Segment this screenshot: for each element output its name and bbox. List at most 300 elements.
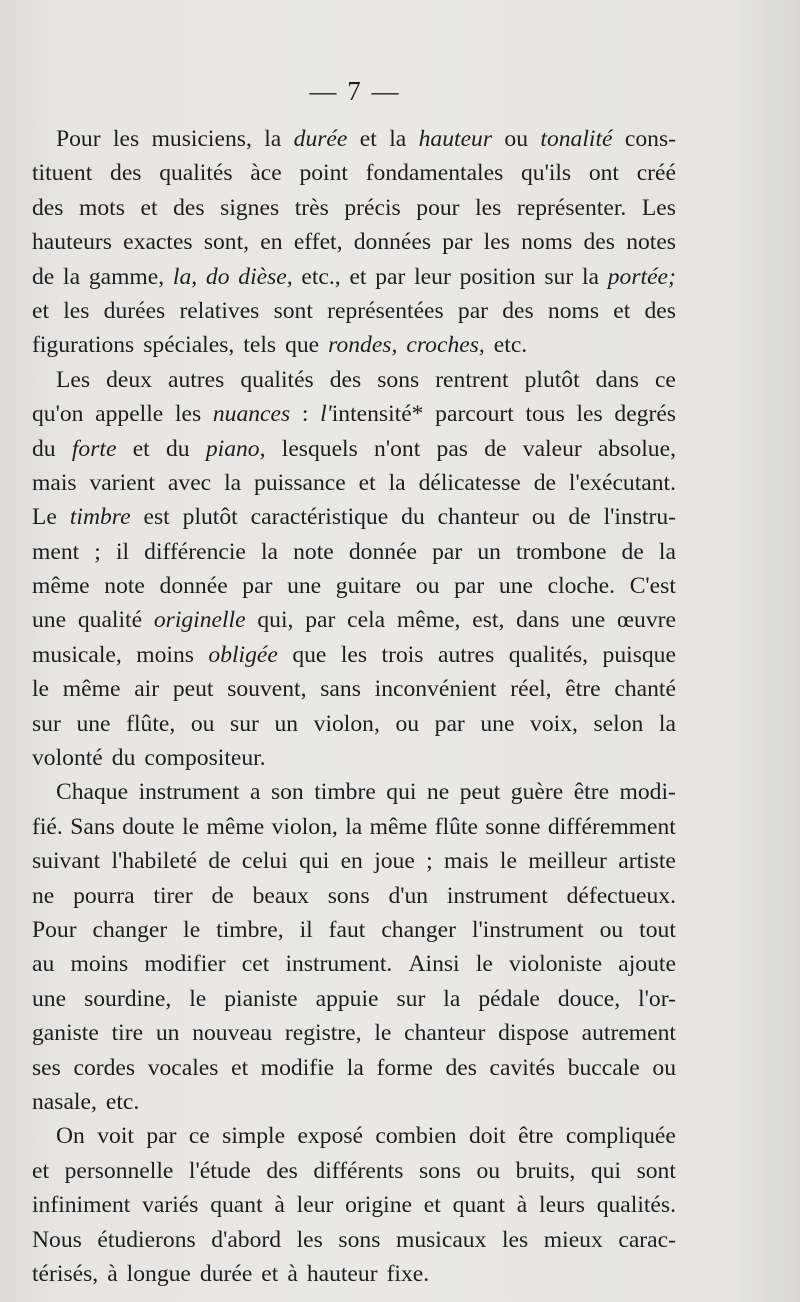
- word: du: [32, 435, 56, 462]
- word: flûte,: [126, 710, 176, 737]
- word: sur: [32, 710, 61, 737]
- word: différencie: [144, 538, 246, 565]
- word: ou: [504, 126, 529, 152]
- word: que: [292, 641, 327, 668]
- text-line: [32, 879, 676, 913]
- word: trois: [381, 641, 424, 668]
- word: varient: [89, 469, 155, 496]
- word: réel,: [510, 676, 552, 703]
- text-line: [32, 672, 676, 706]
- word: changer: [92, 916, 168, 943]
- word: durées: [103, 297, 166, 324]
- word: et: [261, 1260, 279, 1287]
- word: ses: [32, 1054, 61, 1081]
- word: pianiste: [224, 985, 298, 1012]
- word: chanté: [614, 676, 676, 703]
- word: sont,: [203, 229, 250, 256]
- word: trombone: [516, 538, 607, 565]
- word: timbre,: [216, 916, 284, 943]
- word: etc.: [105, 1088, 140, 1115]
- word: musicale,: [32, 641, 122, 668]
- word: ment: [32, 538, 80, 565]
- word: chanteur: [437, 504, 519, 531]
- word: de: [568, 504, 591, 531]
- word: appelle: [95, 401, 164, 428]
- word: rentrent: [435, 366, 509, 393]
- word: par: [457, 297, 489, 324]
- word: le: [183, 916, 201, 943]
- word: deux: [106, 366, 152, 393]
- word: différents: [313, 1157, 404, 1184]
- word: des: [329, 366, 362, 393]
- word: artiste: [618, 848, 676, 875]
- word: peut: [459, 779, 501, 806]
- word: selon: [593, 710, 644, 737]
- word: une: [480, 710, 515, 737]
- word: buccale: [567, 1054, 640, 1081]
- word: sont: [273, 297, 313, 324]
- word: cet: [241, 951, 270, 978]
- word: etc.: [493, 332, 528, 359]
- word: Le: [32, 504, 57, 531]
- word: par: [242, 573, 273, 600]
- word: cordes: [73, 1054, 136, 1081]
- word: carac-: [618, 1226, 676, 1253]
- word: doit: [468, 1123, 506, 1150]
- word: qui: [590, 1157, 622, 1184]
- word: sur: [396, 985, 426, 1012]
- word: croches,: [406, 332, 485, 359]
- word: l'intensité*: [320, 401, 424, 428]
- word: qui: [299, 848, 330, 875]
- word: des: [445, 1054, 477, 1081]
- word: des: [583, 229, 615, 256]
- word: :: [301, 401, 309, 428]
- word: la: [581, 263, 599, 290]
- word: moins: [70, 951, 129, 978]
- word: du: [111, 745, 136, 772]
- word: violon,: [313, 710, 380, 737]
- word: registre,: [284, 1020, 362, 1047]
- word: C'est: [629, 573, 676, 600]
- word: très: [294, 194, 329, 221]
- text-line: [32, 913, 676, 947]
- word: volonté: [32, 745, 103, 772]
- word: timbre: [69, 504, 131, 531]
- word: ou: [599, 916, 624, 943]
- word: l'instru-: [603, 504, 676, 531]
- word: par: [305, 607, 336, 634]
- text-line: [32, 294, 676, 328]
- word: ou: [190, 710, 215, 737]
- word: douce,: [557, 985, 621, 1012]
- word: une: [571, 607, 606, 634]
- word: noms: [547, 297, 600, 324]
- word: relatives: [179, 297, 260, 324]
- word: de: [533, 469, 556, 496]
- word: la: [658, 538, 676, 565]
- word: de: [621, 538, 644, 565]
- word: voit: [97, 1123, 134, 1150]
- word: son: [270, 779, 304, 806]
- word: n'ont: [374, 435, 421, 462]
- text-line: [32, 741, 676, 775]
- word: degrés: [614, 401, 676, 428]
- text-line: [32, 982, 676, 1016]
- word: mieux: [543, 1226, 603, 1253]
- text-line: [32, 775, 676, 809]
- word: parcourt: [435, 401, 514, 428]
- word: lesquels: [281, 435, 358, 462]
- text-line: [32, 156, 676, 190]
- word: qualités,: [508, 641, 589, 668]
- word: par: [442, 229, 473, 256]
- text-line: [32, 1154, 676, 1188]
- word: les: [174, 401, 202, 428]
- word: infiniment: [32, 1192, 131, 1219]
- word: tout: [639, 916, 676, 943]
- word: modifier: [144, 951, 226, 978]
- word: mots: [79, 194, 125, 221]
- word: vocales: [147, 1054, 219, 1081]
- word: tirer: [153, 882, 193, 909]
- word: la: [443, 985, 461, 1012]
- word: délicatesse: [418, 469, 521, 496]
- word: sons: [377, 366, 420, 393]
- word: suivant: [32, 848, 101, 875]
- text-line: [32, 397, 676, 431]
- word: créé: [636, 160, 676, 187]
- word: piano,: [205, 435, 266, 462]
- word: tels: [243, 332, 277, 359]
- text-line: [32, 500, 676, 534]
- word: et: [32, 1157, 50, 1184]
- word: musiciens,: [151, 126, 252, 152]
- word: d'un: [388, 882, 429, 909]
- word: la: [264, 126, 282, 152]
- word: par: [454, 573, 485, 600]
- word: doute: [122, 813, 175, 840]
- word: l'or-: [638, 985, 676, 1012]
- word: il: [115, 538, 130, 565]
- word: do: [205, 263, 230, 290]
- text-line: [32, 1223, 676, 1257]
- word: l'étude: [188, 1157, 251, 1184]
- text-line: [32, 1188, 676, 1222]
- word: qualités.: [596, 1192, 676, 1219]
- word: la: [224, 469, 242, 496]
- text-line: [32, 707, 676, 741]
- word: voix,: [530, 710, 578, 737]
- word: sons: [327, 882, 370, 909]
- word: sonne: [485, 813, 541, 840]
- word: ne: [426, 779, 450, 806]
- word: du: [401, 504, 425, 531]
- word: variés: [142, 1192, 199, 1219]
- word: ou: [531, 504, 556, 531]
- word: et: [359, 126, 377, 152]
- word: de: [208, 848, 231, 875]
- word: durée: [199, 1260, 253, 1287]
- word: forme: [376, 1054, 433, 1081]
- word: On: [56, 1123, 85, 1150]
- word: de: [32, 263, 55, 290]
- word: la: [389, 126, 407, 152]
- word: cela: [347, 607, 386, 634]
- word: la: [658, 710, 676, 737]
- word: absolue,: [598, 435, 676, 462]
- word: et: [358, 469, 376, 496]
- word: modifie: [260, 1054, 335, 1081]
- word: beaux: [252, 882, 309, 909]
- word: la: [261, 538, 279, 565]
- word: musicaux: [395, 1226, 487, 1253]
- word: que: [285, 332, 320, 359]
- word: l'instrument: [471, 916, 584, 943]
- word: sont: [636, 1157, 676, 1184]
- text-line: [32, 432, 676, 466]
- word: qui: [386, 779, 417, 806]
- word: en: [260, 229, 283, 256]
- word: dièse,: [238, 263, 293, 290]
- word: nasale,: [32, 1088, 97, 1115]
- word: peut: [172, 676, 214, 703]
- word: des: [266, 1157, 298, 1184]
- word: et: [32, 297, 50, 324]
- word: pour: [416, 194, 460, 221]
- word: à: [516, 1192, 528, 1219]
- word: bruits,: [515, 1157, 576, 1184]
- word: est,: [472, 607, 505, 634]
- text-line: [32, 638, 676, 672]
- word: de: [484, 435, 507, 462]
- word: même: [62, 676, 121, 703]
- word: position: [459, 263, 536, 290]
- word: les: [475, 194, 502, 221]
- word: longue: [126, 1260, 191, 1287]
- word: précis: [344, 194, 401, 221]
- word: données: [353, 229, 432, 256]
- word: à: [274, 1192, 285, 1219]
- word: faut: [328, 916, 366, 943]
- word: les: [63, 297, 90, 324]
- word: forte: [71, 435, 117, 462]
- word: leur: [414, 263, 451, 290]
- word: le: [182, 813, 200, 840]
- word: les: [296, 1226, 323, 1253]
- body-text: [32, 122, 676, 1291]
- word: Nous: [32, 1226, 82, 1253]
- word: qualités: [159, 160, 233, 187]
- text-line: [32, 569, 676, 603]
- word: souvent,: [227, 676, 307, 703]
- word: les: [576, 401, 603, 428]
- word: ou: [476, 1157, 501, 1184]
- word: dans: [516, 607, 560, 634]
- word: autres: [167, 366, 225, 393]
- word: nouveau: [192, 1020, 273, 1047]
- text-line: [32, 191, 676, 225]
- word: ajoute: [618, 951, 676, 978]
- word: changer: [381, 916, 456, 943]
- word: meilleur: [528, 848, 607, 875]
- word: guère: [510, 779, 564, 806]
- word: plutôt: [524, 366, 580, 393]
- word: combien: [375, 1123, 457, 1150]
- word: tire: [111, 1020, 144, 1047]
- word: moins: [136, 641, 194, 668]
- word: celui: [241, 848, 288, 875]
- page-number: — 7 —: [309, 76, 401, 106]
- word: fixe.: [386, 1260, 430, 1287]
- word: sons: [338, 1226, 381, 1253]
- word: timbre: [314, 779, 376, 806]
- word: même: [32, 573, 90, 600]
- word: les: [483, 229, 510, 256]
- word: chanteur: [404, 1020, 486, 1047]
- word: leur: [296, 1192, 334, 1219]
- word: spéciales,: [143, 332, 235, 359]
- word: violoniste: [509, 951, 603, 978]
- word: qu'on: [32, 401, 84, 428]
- word: leurs: [539, 1192, 585, 1219]
- word: hauteur: [418, 126, 493, 152]
- word: être: [573, 779, 610, 806]
- word: figurations: [32, 332, 135, 359]
- word: instrument: [138, 779, 240, 806]
- word: la: [346, 1054, 364, 1081]
- word: pédale: [478, 985, 540, 1012]
- text-line: [32, 260, 676, 294]
- word: sans: [320, 676, 361, 703]
- word: mais: [32, 469, 77, 496]
- word: avec: [167, 469, 212, 496]
- word: point: [299, 160, 348, 187]
- word: joue: [374, 848, 415, 875]
- word: ont: [588, 160, 619, 187]
- word: originelle: [153, 607, 246, 634]
- text-line: [32, 363, 676, 397]
- word: quant: [452, 1192, 505, 1219]
- text-line: [32, 1085, 676, 1119]
- word: ou: [652, 1054, 676, 1081]
- word: hauteur: [306, 1260, 378, 1287]
- word: instrument: [446, 882, 548, 909]
- word: note: [104, 573, 145, 600]
- word: signes: [220, 194, 280, 221]
- word: qu'ils: [520, 160, 572, 187]
- word: la: [63, 263, 81, 290]
- word: tonalité: [540, 126, 613, 152]
- word: durée: [293, 126, 348, 152]
- word: et: [613, 297, 631, 324]
- word: ou: [415, 573, 440, 600]
- word: tous: [525, 401, 565, 428]
- word: la: [345, 813, 363, 840]
- word: appuie: [315, 985, 379, 1012]
- text-line: [32, 844, 676, 878]
- word: même: [206, 813, 265, 840]
- word: obligée: [208, 641, 278, 668]
- word: de: [211, 882, 234, 909]
- word: une: [32, 985, 67, 1012]
- word: au: [32, 951, 55, 978]
- word: à: [287, 1260, 298, 1287]
- word: à: [107, 1260, 118, 1287]
- word: d'abord: [211, 1226, 282, 1253]
- word: Les: [641, 194, 676, 221]
- word: instrument.: [285, 951, 393, 978]
- word: une: [287, 573, 322, 600]
- word: par: [434, 710, 465, 737]
- word: sur: [544, 263, 574, 290]
- word: le: [189, 985, 207, 1012]
- word: autrement: [581, 1020, 676, 1047]
- word: portée;: [607, 263, 676, 290]
- word: des: [110, 160, 142, 187]
- word: ;: [94, 538, 101, 565]
- word: Les: [56, 366, 91, 393]
- word: représenter.: [516, 194, 627, 221]
- word: puisque: [602, 641, 676, 668]
- word: et: [132, 435, 150, 462]
- word: àce: [250, 160, 282, 187]
- word: Pour: [56, 126, 101, 152]
- word: les: [340, 641, 368, 668]
- word: notes: [626, 229, 676, 256]
- word: Ainsi: [408, 951, 460, 978]
- word: flûte: [434, 813, 478, 840]
- word: origine: [345, 1192, 412, 1219]
- word: note: [293, 538, 334, 565]
- word: est: [143, 504, 170, 531]
- word: tituent: [32, 160, 93, 187]
- text-line: [32, 466, 676, 500]
- word: des: [32, 194, 64, 221]
- word: œuvre: [617, 607, 676, 634]
- text-line: [32, 535, 676, 569]
- word: fondamentales: [365, 160, 504, 187]
- word: dispose: [498, 1020, 569, 1047]
- word: compliquée: [565, 1123, 676, 1150]
- word: hauteurs: [32, 229, 112, 256]
- word: cavités: [489, 1054, 556, 1081]
- word: être: [518, 1123, 554, 1150]
- word: un: [155, 1020, 180, 1047]
- word: ce: [654, 366, 676, 393]
- word: le: [475, 951, 493, 978]
- word: des: [644, 297, 676, 324]
- word: du: [165, 435, 190, 462]
- word: compositeur.: [144, 745, 266, 772]
- word: sons: [418, 1157, 461, 1184]
- text-line: [32, 1016, 676, 1050]
- word: quant: [210, 1192, 263, 1219]
- word: être: [565, 676, 601, 703]
- word: le: [374, 1020, 392, 1047]
- word: une: [76, 710, 111, 737]
- word: autres: [437, 641, 495, 668]
- word: par: [146, 1123, 177, 1150]
- word: violon,: [271, 813, 338, 840]
- word: dans: [595, 366, 639, 393]
- word: ce: [188, 1123, 210, 1150]
- word: même,: [396, 607, 461, 634]
- word: pourra: [73, 882, 135, 909]
- word: Pour: [32, 916, 77, 943]
- word: puissance: [254, 469, 346, 496]
- word: des: [173, 194, 205, 221]
